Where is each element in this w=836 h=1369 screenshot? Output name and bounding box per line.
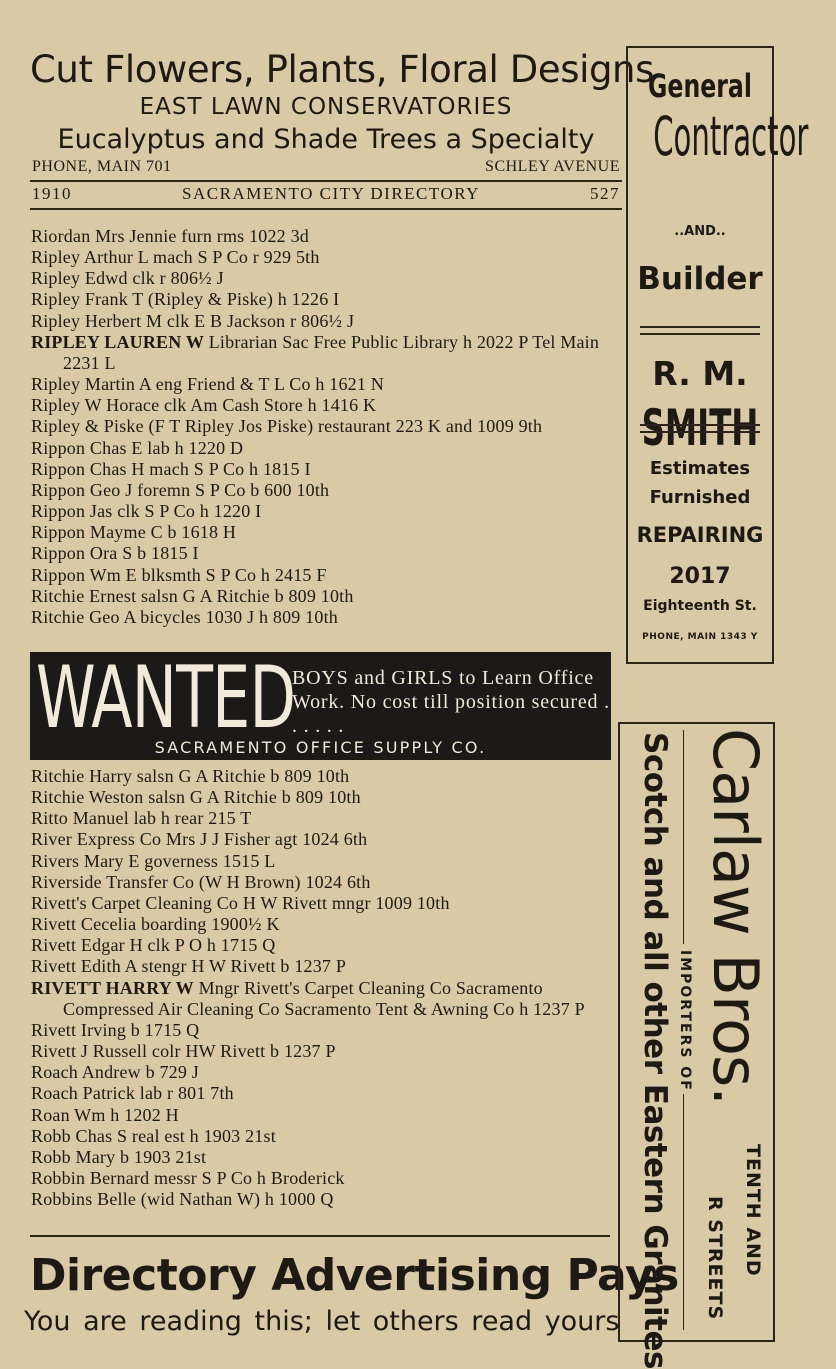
listing-entry: Rivett J Russell colr HW Rivett b 1237 P: [31, 1041, 336, 1062]
listing-entry: Rivett Edith A stengr H W Rivett b 1237 P: [31, 956, 347, 977]
contractor-general: General: [648, 67, 752, 105]
carlaw-address-line2: R STREETS: [704, 1196, 726, 1321]
listing-entry: Rippon Wm E blksmth S P Co h 2415 F: [31, 564, 327, 585]
contractor-title: Contractor: [653, 105, 809, 168]
listing-entry: Robb Chas S real est h 1903 21st: [31, 1125, 276, 1146]
contractor-repairing: REPAIRING: [636, 523, 764, 547]
carlaw-tagline: Scotch and all other Eastern Granites: [637, 732, 673, 1369]
listing-entry: Rivett Cecelia boarding 1900½ K: [31, 914, 280, 935]
listing-entry: Rippon Chas H mach S P Co h 1815 I: [31, 458, 311, 479]
listing-entry: Rippon Jas clk S P Co h 1220 I: [31, 501, 262, 522]
ad-contact-line: [30, 158, 622, 176]
contractor-phone: PHONE, MAIN 1343 Y: [642, 632, 758, 642]
listing-entry: Ripley W Horace clk Am Cash Store h 1416 K: [31, 395, 377, 416]
listing-entry: Ritchie Harry salsn G A Ritchie b 809 10th: [31, 766, 350, 786]
listing-entry: Ritchie Geo A bicycles 1030 J h 809 10th: [31, 606, 338, 627]
contractor-and: ..AND..: [674, 224, 726, 239]
bottom-ad-rule: [30, 1235, 610, 1237]
listing-entry: Rippon Geo J foremn S P Co b 600 10th: [31, 479, 330, 500]
bottom-ad-subtitle: You are reading this; let others read yours: [24, 1306, 620, 1337]
carlaw-importers: IMPORTERS OF: [677, 950, 693, 1092]
listing-entry: Robbins Belle (wid Nathan W) h 1000 Q: [31, 1189, 334, 1210]
contractor-estimates: [628, 454, 772, 512]
listing-entry: Ripley Martin A eng Friend & T L Co h 1621 N: [31, 374, 384, 395]
importers-rule-bottom: [683, 1094, 684, 1330]
double-rule: [640, 424, 760, 433]
page-number: 527: [589, 184, 620, 203]
listing-entry: Riordan Mrs Jennie furn rms 1022 3d: [31, 226, 309, 246]
listing-entry: Ripley Edwd clk r 806½ J: [31, 268, 224, 289]
contractor-initials: R. M.: [652, 354, 748, 393]
listing-entry: Ripley & Piske (F T Ripley Jos Piske) restaurant 223 K and 1009 9th: [31, 416, 543, 437]
flower-advertisement: [30, 48, 654, 176]
listing-entry: Riverside Transfer Co (W H Brown) 1024 6th: [31, 871, 371, 892]
ad-specialty: Eucalyptus and Shade Trees a Specialty: [57, 124, 595, 155]
double-rule: [640, 326, 760, 335]
listing-entry: Rivett Edgar H clk P O h 1715 Q: [31, 935, 276, 956]
header-rule: [30, 180, 622, 182]
ad-phone: PHONE, MAIN 701: [32, 158, 172, 175]
contractor-street-number: 2017: [669, 564, 731, 589]
wanted-body: BOYS and GIRLS to Learn Office Work. No cost till position secured . . . . . .: [292, 667, 610, 737]
importers-rule-top: [683, 730, 684, 944]
listing-entry: Ritchie Weston salsn G A Ritchie b 809 10th: [31, 787, 361, 808]
listing-entry: Ripley Frank T (Ripley & Piske) h 1226 I: [31, 289, 340, 310]
listing-entry: Rivett's Carpet Cleaning Co H W Rivett mngr 1009 10th: [31, 892, 450, 913]
listing-entry: Rivers Mary E governess 1515 L: [31, 850, 276, 871]
listing-entry: Roach Andrew b 729 J: [31, 1062, 199, 1083]
listing-entry: Robbin Bernard messr S P Co h Broderick: [31, 1167, 345, 1188]
directory-title: SACRAMENTO CITY DIRECTORY: [182, 184, 480, 203]
header-rule-lower: [30, 208, 622, 210]
featured-name: RIVETT HARRY W: [31, 977, 194, 998]
bottom-ad-title: Directory Advertising Pays: [30, 1250, 679, 1301]
listing-entry: Ripley Arthur L mach S P Co r 929 5th: [31, 247, 320, 268]
listing-entry: Ritchie Ernest salsn G A Ritchie b 809 10th: [31, 585, 354, 606]
listing-entry: Robb Mary b 1903 21st: [31, 1146, 207, 1167]
listing-entry-featured: RIVETT HARRY W Mngr Rivett's Carpet Cleaning Co Sacramento Compressed Air Cleaning Co Sacramento Tent & Awning Co h 1237 P: [31, 977, 585, 1019]
ad-address: SCHLEY AVENUE: [485, 158, 620, 175]
listing-entry: River Express Co Mrs J J Fisher agt 1024 6th: [31, 829, 368, 850]
contractor-advertisement: [626, 46, 809, 664]
contractor-street: Eighteenth St.: [643, 598, 757, 614]
listing-entry: Rippon Mayme C b 1618 H: [31, 522, 237, 543]
listing-entry: Rippon Ora S b 1815 I: [31, 543, 199, 564]
listing-entry: Ritto Manuel lab h rear 215 T: [31, 808, 252, 829]
directory-year: 1910: [32, 184, 72, 203]
carlaw-name: Carlaw Bros.: [699, 728, 772, 1106]
ad-headline: Cut Flowers, Plants, Floral Designs: [30, 48, 654, 91]
listing-entry: Rivett Irving b 1715 Q: [31, 1019, 200, 1040]
contractor-surname: SMITH: [641, 399, 759, 457]
listing-entry: Ripley Herbert M clk E B Jackson r 806½ J: [31, 310, 355, 331]
listing-entry: Roan Wm h 1202 H: [31, 1104, 179, 1125]
listing-entry: Roach Patrick lab r 801 7th: [31, 1083, 234, 1104]
listing-entry-featured: RIPLEY LAUREN W Librarian Sac Free Public Library h 2022 P Tel Main 2231 L: [31, 331, 600, 373]
listing-block-top: [31, 226, 621, 628]
featured-name: RIPLEY LAUREN W: [31, 331, 205, 352]
listing-block-bottom: [31, 766, 621, 1210]
carlaw-address-line1: TENTH AND: [742, 1144, 764, 1277]
contractor-builder: Builder: [637, 261, 763, 297]
listing-entry: Rippon Chas E lab h 1220 D: [31, 437, 244, 458]
estimates-line: Estimates: [649, 458, 751, 479]
wanted-advertisement: [30, 648, 611, 760]
running-head: [32, 183, 620, 205]
furnished-line: Furnished: [649, 487, 751, 508]
wanted-headline: WANTED: [36, 648, 296, 748]
wanted-company: SACRAMENTO OFFICE SUPPLY CO.: [154, 738, 487, 757]
ad-business-name: EAST LAWN CONSERVATORIES: [139, 94, 513, 120]
